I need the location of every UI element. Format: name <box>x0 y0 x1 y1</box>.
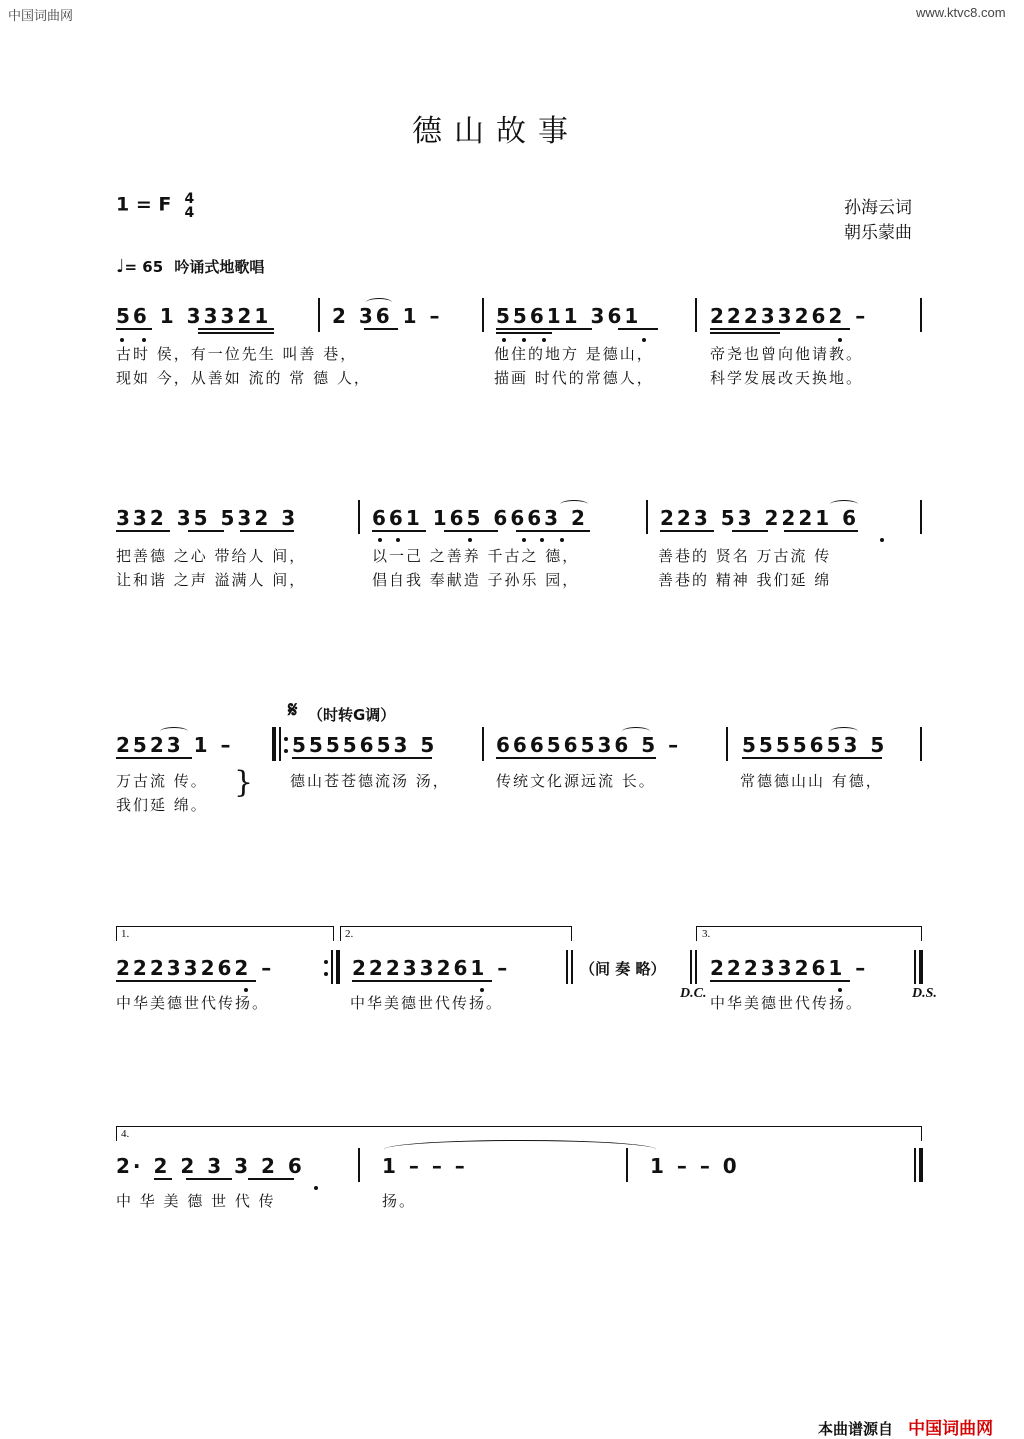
octave-dot <box>120 338 124 342</box>
beam <box>618 328 658 330</box>
beam <box>248 1178 294 1180</box>
beam <box>710 328 850 330</box>
lyricist: 孙海云词 <box>844 198 912 218</box>
barline <box>914 1148 916 1182</box>
octave-dot <box>880 538 884 542</box>
final-barline <box>919 1148 923 1182</box>
measure-8: 2523 1 – <box>116 733 234 757</box>
modulation-text: （时转G调） <box>308 706 396 724</box>
barline <box>920 500 922 534</box>
barline <box>482 727 484 761</box>
barline <box>358 1148 360 1182</box>
time-signature <box>184 192 194 220</box>
beam <box>732 530 768 532</box>
measure-16: 1 – – – <box>382 1154 468 1178</box>
barline <box>726 727 728 761</box>
measure-13: 22233261 – <box>352 956 511 980</box>
beam <box>198 328 274 330</box>
composer: 朝乐蒙曲 <box>844 223 912 243</box>
volta-1-label: 1. <box>121 928 130 940</box>
expression-text: 吟诵式地歌唱 <box>174 258 265 276</box>
octave-dot <box>378 538 382 542</box>
interlude-text: （间 奏 略） <box>580 960 666 978</box>
lyric-verse2: 科学发展改天换地。 <box>710 369 864 387</box>
tempo-value: = 65 <box>124 258 164 276</box>
repeat-start-barline <box>272 727 276 761</box>
barline <box>695 950 697 984</box>
source-site[interactable]: 中国词曲网 <box>908 1419 994 1439</box>
measure-6: 661 165 6663 2 <box>372 506 588 530</box>
volta-1-bracket <box>116 926 334 941</box>
volta-2-bracket <box>340 926 572 941</box>
barline <box>646 500 648 534</box>
lyric-verse1: 古时 侯，有一位先生 叫善 巷， <box>116 345 358 363</box>
measure-7: 223 53 2221 6 <box>660 506 860 530</box>
repeat-dot <box>284 749 288 753</box>
watermark-right: www.ktvc8.com <box>916 5 1006 20</box>
beam <box>364 328 398 330</box>
quarter-note-icon: ♩ <box>116 256 125 277</box>
measure-1: 56 1 33321 <box>116 304 272 328</box>
slur <box>560 500 588 509</box>
beam <box>372 530 426 532</box>
octave-dot <box>540 538 544 542</box>
measure-14: 22233261 – <box>710 956 869 980</box>
measure-4: 22233262 – <box>710 304 869 328</box>
beam <box>198 332 274 334</box>
song-title: 德山故事 <box>412 114 580 149</box>
beam <box>496 757 656 759</box>
ds-marking: D.S. <box>912 986 937 1001</box>
lyric-verse1: 善巷的 贤名 万古流 传 <box>658 547 832 565</box>
barline <box>318 298 320 332</box>
lyric-ending-1: 中华美德世代传扬。 <box>116 994 270 1012</box>
repeat-end-barline <box>336 950 340 984</box>
lyric-chorus: 常德德山山 有德， <box>740 772 883 790</box>
lyric-verse1: 把善德 之心 带给人 间， <box>116 547 307 565</box>
measure-11: 5555653 5 <box>742 733 888 757</box>
octave-dot <box>642 338 646 342</box>
volta-3-bracket <box>696 926 922 941</box>
measure-5: 332 35 532 3 <box>116 506 299 530</box>
lyric-ending-4: 中 华 美 德 世 代 传 <box>116 1192 276 1210</box>
octave-dot <box>142 338 146 342</box>
final-barline <box>919 950 923 984</box>
tempo-marking <box>116 256 264 277</box>
lyric-verse2: 倡自我 奉献造 子孙乐 园， <box>372 571 580 589</box>
octave-dot <box>542 338 546 342</box>
repeat-dot <box>324 972 328 976</box>
lyric-verse1: 帝尧也曾向他请教。 <box>710 345 864 363</box>
volta-3-label: 3. <box>702 928 711 940</box>
beam <box>116 530 170 532</box>
beam <box>496 332 552 334</box>
barline <box>690 950 692 984</box>
beam <box>116 757 192 759</box>
slur <box>160 727 188 736</box>
barline <box>331 950 333 984</box>
beam <box>188 530 224 532</box>
beam <box>116 328 152 330</box>
slur <box>366 298 392 307</box>
beam <box>352 980 492 982</box>
barline <box>482 298 484 332</box>
beam <box>710 332 780 334</box>
volta-2-label: 2. <box>345 928 354 940</box>
beam <box>154 1178 172 1180</box>
barline <box>571 950 573 984</box>
watermark-left: 中国词曲网 <box>8 8 74 23</box>
barline <box>358 500 360 534</box>
volta-4-label: 4. <box>121 1128 130 1140</box>
octave-dot <box>396 538 400 542</box>
lyric-verse1: 他住的地方 是德山， <box>494 345 654 363</box>
beam <box>742 757 882 759</box>
octave-dot <box>522 538 526 542</box>
beam <box>496 328 592 330</box>
beam <box>240 530 294 532</box>
octave-dot <box>560 538 564 542</box>
beam <box>784 530 858 532</box>
lyric-ending-4: 扬。 <box>382 1192 417 1210</box>
segno-icon: 𝄋 <box>288 698 298 723</box>
repeat-dot <box>284 737 288 741</box>
lyric-verse1: 以一己 之善养 千古之 德， <box>372 547 580 565</box>
beam <box>660 530 714 532</box>
measure-9: 5555653 5 <box>292 733 438 757</box>
measure-3: 55611 361 <box>496 304 642 328</box>
barline <box>626 1148 628 1182</box>
verse-brace: } <box>234 765 254 800</box>
octave-dot <box>522 338 526 342</box>
lyric-verse1: 万古流 传。 <box>116 772 208 790</box>
measure-17: 1 – – 0 <box>650 1154 740 1178</box>
beam <box>516 530 590 532</box>
time-top: 4 <box>184 191 195 207</box>
lyric-verse2: 描画 时代的常德人， <box>494 369 654 387</box>
repeat-dot <box>324 960 328 964</box>
octave-dot <box>838 338 842 342</box>
source-label: 本曲谱源自 <box>818 1420 894 1438</box>
barline <box>695 298 697 332</box>
lyric-chorus: 德山苍苍德流汤 汤， <box>290 772 450 790</box>
beam <box>710 980 850 982</box>
volta-4-bracket <box>116 1126 922 1141</box>
lyric-verse2: 让和谐 之声 溢满人 间， <box>116 571 307 589</box>
time-bottom: 4 <box>184 205 195 221</box>
measure-12: 22233262 – <box>116 956 275 980</box>
dc-marking: D.C. <box>680 986 707 1001</box>
key-signature <box>116 192 194 220</box>
measure-2: 2 36 1 – <box>332 304 443 328</box>
barline <box>920 727 922 761</box>
beam <box>186 1178 232 1180</box>
octave-dot <box>468 538 472 542</box>
slur <box>830 727 858 736</box>
beam <box>444 530 498 532</box>
octave-dot <box>502 338 506 342</box>
lyric-ending-2: 中华美德世代传扬。 <box>350 994 504 1012</box>
octave-dot <box>314 1186 318 1190</box>
barline <box>920 298 922 332</box>
beam <box>116 980 256 982</box>
measure-15: 2· 2 2 3 3 2 6 <box>116 1154 305 1178</box>
barline <box>914 950 916 984</box>
lyric-verse2: 我们延 绵。 <box>116 796 208 814</box>
lyric-ending-3: 中华美德世代传扬。 <box>710 994 864 1012</box>
key-label: 1 = F <box>116 193 172 216</box>
lyric-verse2: 善巷的 精神 我们延 绵 <box>658 571 832 589</box>
measure-10: 66656536 5 – <box>496 733 682 757</box>
beam <box>292 757 432 759</box>
barline <box>566 950 568 984</box>
slur <box>830 500 858 509</box>
slur <box>622 727 650 736</box>
lyric-chorus: 传统文化源远流 长。 <box>496 772 656 790</box>
source-footer <box>818 1414 993 1439</box>
lyric-verse2: 现如 今，从善如 流的 常 德 人， <box>116 369 371 387</box>
barline <box>279 727 281 761</box>
